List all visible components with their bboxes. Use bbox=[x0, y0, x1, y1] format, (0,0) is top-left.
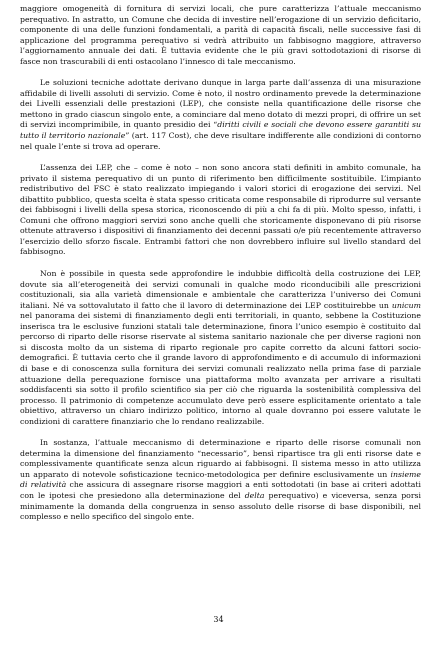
page-number: 34 bbox=[213, 615, 224, 624]
italic-text: diritti civili e sociali che devono essere garantiti su tutto il territorio nazionale bbox=[20, 120, 421, 141]
paragraph-text: Le soluzioni tecniche adottate derivano dunque in larga parte dall’assenza di una misurazione affidabile di livelli assoluti di servizio. Come è noto, il nostro ordinamento prevede la determinazione dei Livelli essenziali delle prestazioni (LEP), che consiste nella quantificazione delle risorse che mettono in grado ciascun singolo ente, a cominciare dal meno dotato di mezzi propri, di offrire un set di servizi incomprimibile, in quanto presidio dei “ bbox=[20, 78, 421, 130]
paragraph-text: In sostanza, l’attuale meccanismo di determinazione e riparto delle risorse comunali non determina la dimensione del finanziamento “necessario”, bensì ripartisce tra gli enti risorse date e complessivamente quantificate senza alcun riguardo ai fabbisogni. Il sistema messo in atto utilizza un apparato di notevole sofisticazione tecnico-metodologica per definire esclusivamente un bbox=[20, 438, 421, 479]
paragraph-3 bbox=[20, 163, 421, 258]
paragraph-text: che assicura di assegnare risorse maggiori a enti sottodotati (in base ai criteri adottati con le ipotesi che presiedono alla determinazione del bbox=[20, 480, 421, 500]
paragraph-1 bbox=[20, 4, 421, 67]
paragraph-gap bbox=[20, 258, 421, 269]
italic-text: insieme di relatività bbox=[20, 469, 421, 490]
paragraph-text: L’assenza dei LEP, che – come è noto – non sono ancora stati definiti in ambito comunale, ha privato il sistema perequativo di un punto di riferimento ben difficilmente sostituibile. L’impianto redistributivo del FSC è stato realizzato impiegando i valori storici di erogazione dei servizi. Nel dibattito pubblico, questa scelta è stata spesso criticata come responsabile di riprodurre sul versante dei fabbisogni i livelli della spesa storica, riconoscendo di più a chi fa di più. Molto spesso, infatti, i Comuni che offrono maggiori servizi sono anche quelli che storicamente disponevano di più risorse ottenute attraverso i dispositivi di finanziamento dei decenni passati o/e più recentemente attraverso l’esercizio dello sforzo fiscale. Entrambi fattori che non dovrebbero influire sul livello standard del fabbisogno. bbox=[20, 163, 421, 257]
paragraph-gap bbox=[20, 152, 421, 163]
paragraph-text: Non è possibile in questa sede approfondire le indubbie difficoltà della costruzione dei LEP, dovute sia all’eterogeneità dei servizi comunali in qualche modo riconducibili alle prescrizioni costituzionali, sia alla varietà dimensionale e ambientale che caratterizza l’universo dei Comuni italiani. Né va sottovalutato il fatto che il lavoro di determinazione dei LEP costituirebbe un bbox=[20, 269, 421, 310]
paragraph-text: perequativo) e viceversa, senza porsi minimamente la domanda della congruenza in senso assoluto delle risorse di base disponibili, nel complesso e nello specifico del singolo ente. bbox=[20, 490, 421, 522]
paragraph-gap bbox=[20, 67, 421, 78]
paragraph-text: maggiore omogeneità di fornitura di servizi locali, che pure caratterizza l’attuale meccanismo perequativo. In astratto, un Comune che decida di investire nell’erogazione di un servizio deficitario, componente di una delle funzioni fondamentali, a parità di capacità fiscali, nelle successive fasi di applicazione del programma perequativo si vedrà attribuito un fabbisogno maggiore, attraverso l’aggiornamento annuale dei dati. È tuttavia evidente che le più gravi sottodotazioni di risorse di fasce non trascurabili di enti ostacolano l’innesco di tale meccanismo. bbox=[20, 4, 421, 66]
paragraph-4 bbox=[20, 269, 421, 427]
paragraph-text: nel panorama dei sistemi di finanziamento degli enti territoriali, in quanto, sebbene la Costituzione inserisca tra le esclusive funzioni statali tale determinazione, finora l’unico esempio è costituito dal percorso di riparto delle risorse riservate al sistema sanitario nazionale che per diverse ragioni non si discosta molto da un sistema di riparto regionale pro capite corretto da alcuni fattori socio-demografici. È tuttavia certo che il grande lavoro di approfondimento e di accumulo di informazioni di base e di conoscenza sulla fornitura dei servizi comunali realizzato nella prima fase di parziale attuazione della perequazione fornisce una piattaforma molto avanzata per arrivare a risultati soddisfacenti sia sotto il profilo scientifico sia per ciò che riguarda la sostenibilità complessiva del processo. Il patrimonio di competenze accumulato deve però essere esplicitamente orientato a tale obiettivo, attraverso un chiaro indirizzo politico, intorno al quale dovranno poi essere valutate le condizioni di carattere finanziario che lo rendano realizzabile. bbox=[20, 311, 421, 426]
paragraph-2 bbox=[20, 78, 421, 152]
italic-text: delta bbox=[244, 490, 265, 500]
paragraph-5 bbox=[20, 438, 421, 522]
paragraph-gap bbox=[20, 427, 421, 438]
paragraph-text: ” (art. 117 Cost), che deve risultare indifferente alle condizioni di contorno nel quale l’ente si trova ad operare. bbox=[20, 131, 422, 151]
italic-text: unicum bbox=[391, 300, 421, 310]
